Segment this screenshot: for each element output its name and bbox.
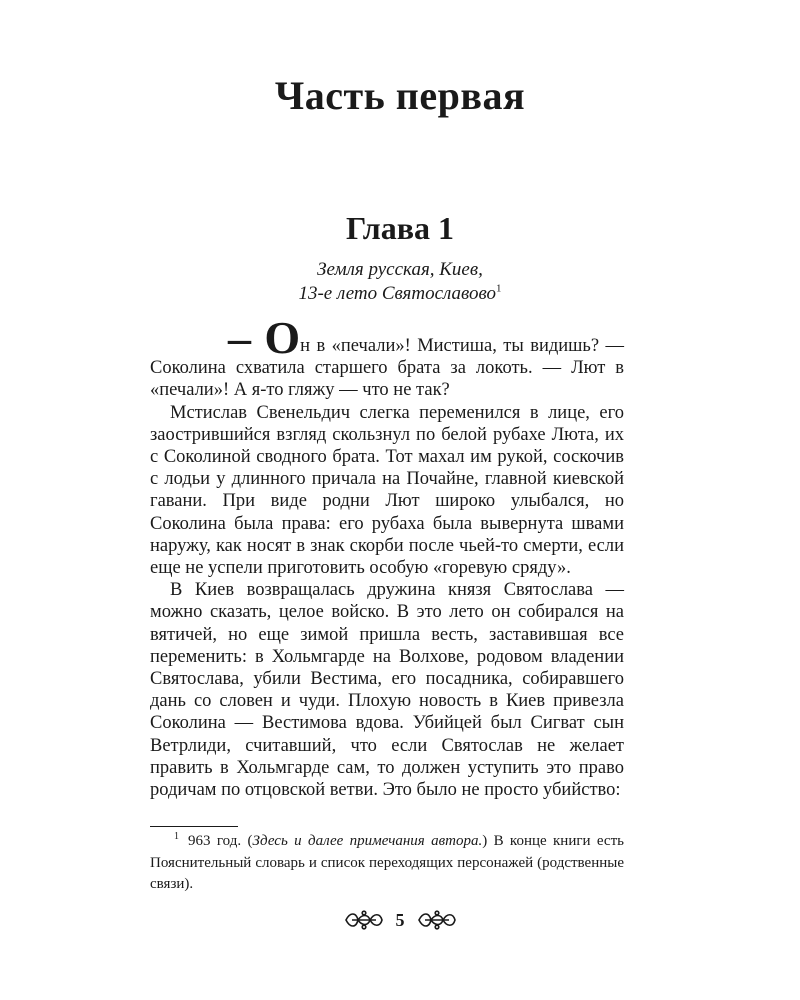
page-footer bbox=[0, 905, 800, 935]
paragraph-1-text: н в «печали»! Мистиша, ты видишь? — Соколина схватила старшего брата за локоть. — Лют в «печали»! А я-то гляжу — что не так? bbox=[150, 336, 625, 401]
paragraph-2: Мстислав Свенельдич слегка переменился в лице, его заострившийся взгляд скользнул по белой рубахе Люта, их с Соколиной сводного брата. Тот махал им рукой, соскочив с лодьи у длинного причала на Почайне, главной киевской гавани. При виде родни Лют широко улыбался, но Соколина была права: его рубаха была вывернута швами наружу, как носят в знак скорби после чьей-то смерти, если еще не успели приготовить особую «горевую сряду». bbox=[150, 402, 624, 579]
right-ornament-icon bbox=[417, 909, 457, 931]
epigraph-line-2-text: 13-е лето Святославово bbox=[298, 283, 497, 304]
page-number: 5 bbox=[395, 909, 405, 930]
footnote-italic: Здесь и далее примечания автора. bbox=[252, 833, 483, 849]
epigraph-line-1: Земля русская, Киев, bbox=[317, 259, 483, 280]
footnote-separator bbox=[150, 826, 238, 827]
epigraph-line-2 bbox=[0, 282, 800, 306]
chapter-title: Глава 1 bbox=[346, 210, 454, 246]
footnote-reference[interactable]: 1 bbox=[496, 282, 502, 295]
left-ornament-icon bbox=[344, 909, 384, 931]
part-title: Часть первая bbox=[274, 73, 526, 118]
footnote-rest: ) В конце книги есть Пояснительный словарь и список переходящих персонажей (родственные связи). bbox=[150, 833, 624, 892]
chapter-epigraph bbox=[0, 258, 800, 306]
footnote-mark: 1 bbox=[174, 831, 179, 842]
drop-cap: – О bbox=[228, 312, 301, 363]
footnote bbox=[150, 831, 624, 896]
body-text bbox=[150, 312, 625, 801]
paragraph-1 bbox=[150, 312, 625, 402]
paragraph-3: В Киев возвращалась дружина князя Святослава — можно сказать, целое войско. В это лето он собирался на вятичей, но еще зимой пришла весть, заставившая все переменить: в Хольмгарде на Волхове, родовом владении Святослава, убили Вестима, его посадника, собиравшего дань со словен и чуди. Плохую новость в Киев привезла Соколина — Вестимова вдова. Убийцей был Сигват сын Ветрлиди, считавший, что если Святослав не желает править в Хольмгарде сам, то должен уступить это право родичам по отцовской ветви. Это было не просто убийство: bbox=[150, 580, 624, 801]
footnote-year: 963 год. ( bbox=[188, 833, 253, 849]
